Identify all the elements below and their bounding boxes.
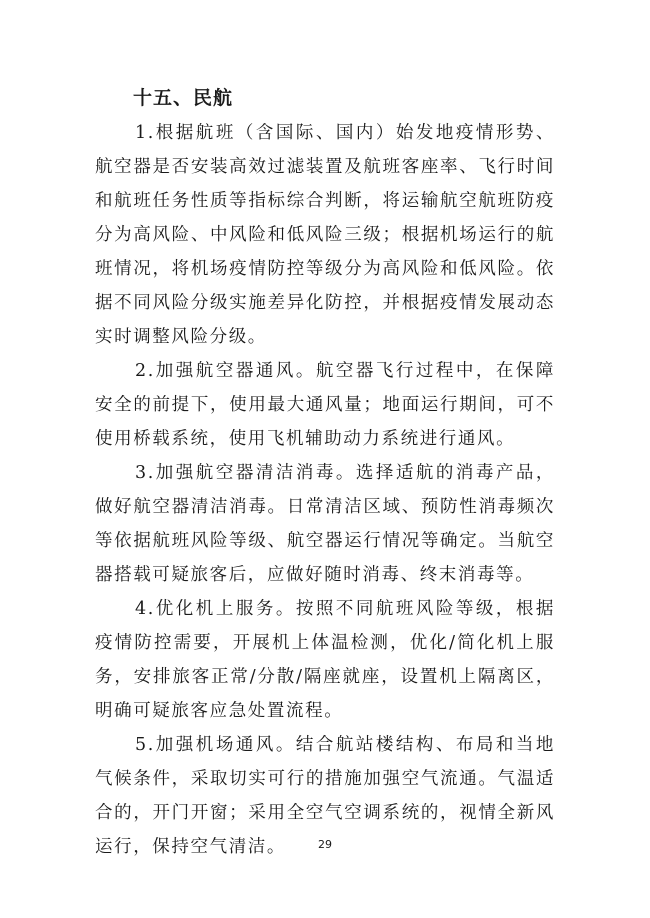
paragraph-1: 1.根据航班（含国际、国内）始发地疫情形势、航空器是否安装高效过滤装置及航班客座率、飞行时间和航班任务性质等指标综合判断，将运输航空航班防疫分为高风险、中风险和低风险三级；根据机场运行的航班情况，将机场疫情防控等级分为高风险和低风险。依据不同风险分级实施差异化防控，并根据疫情发展动态实时调整风险分级。 — [95, 123, 555, 347]
page-number: 29 — [318, 838, 332, 851]
paragraph-2: 2.加强航空器通风。航空器飞行过程中，在保障安全的前提下，使用最大通风量；地面运行期间，可不使用桥载系统，使用飞机辅助动力系统进行通风。 — [95, 361, 555, 449]
paragraph-4: 4.优化机上服务。按照不同航班风险等级，根据疫情防控需要，开展机上体温检测，优化/简化机上服务，安排旅客正常/分散/隔座就座，设置机上隔离区，明确可疑旅客应急处置流程。 — [95, 599, 555, 721]
paragraph-3: 3.加强航空器清洁消毒。选择适航的消毒产品，做好航空器清洁消毒。日常清洁区域、预防性消毒频次等依据航班风险等级、航空器运行情况等确定。当航空器搭载可疑旅客后，应做好随时消毒、终末消毒等。 — [95, 463, 555, 585]
paragraph-5: 5.加强机场通风。结合航站楼结构、布局和当地气候条件，采取切实可行的措施加强空气流通。气温适合的，开门开窗；采用全空气空调系统的，视情全新风运行，保持空气清洁。 — [95, 735, 555, 857]
document-body — [95, 116, 555, 864]
section-heading: 十五、民航 — [133, 87, 234, 109]
